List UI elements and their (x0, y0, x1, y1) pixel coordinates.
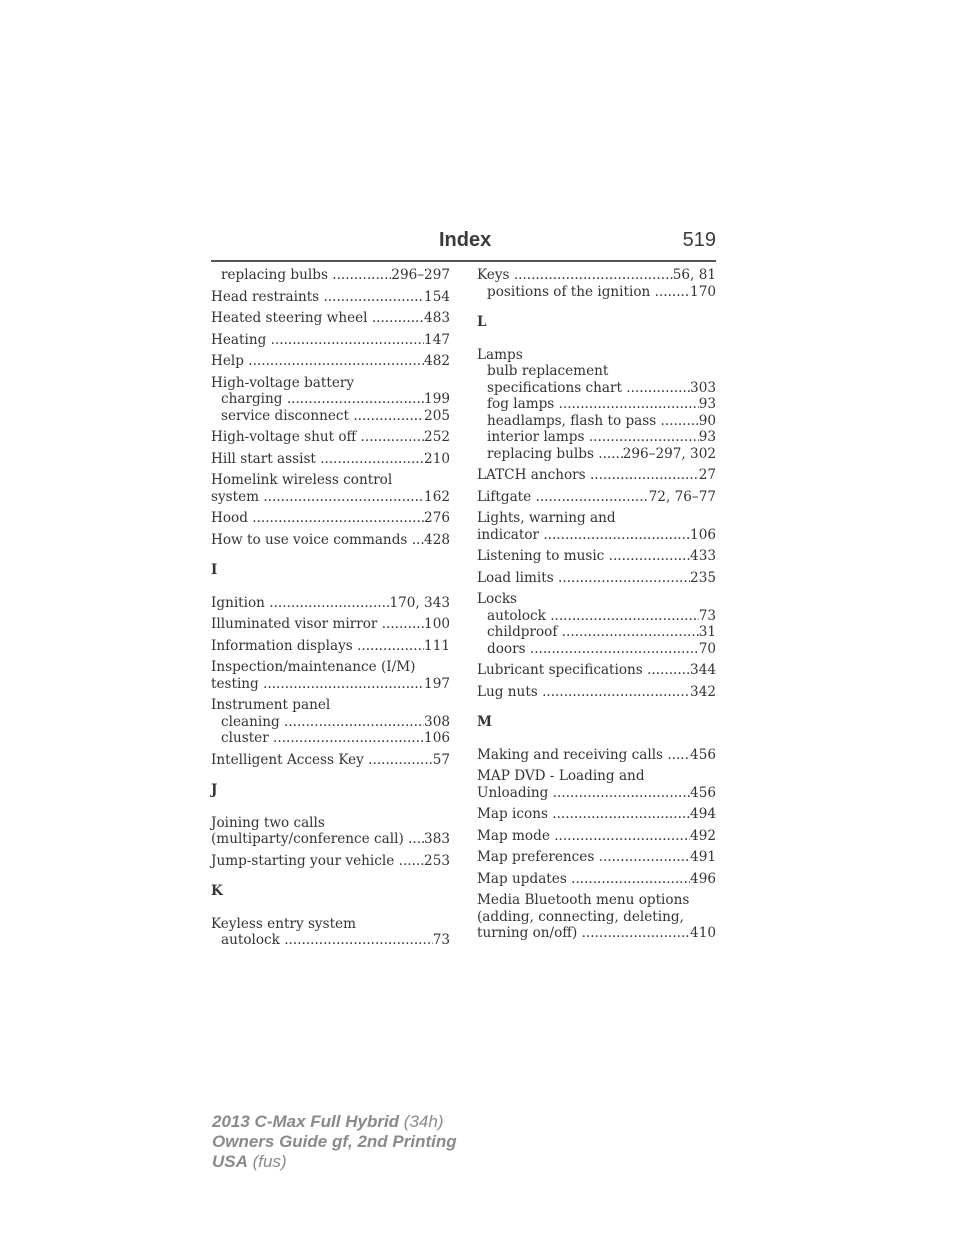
dot-leader (361, 429, 425, 446)
index-entry (211, 595, 450, 612)
dot-leader (252, 510, 424, 527)
entry-text: turning on/off) (477, 925, 578, 941)
entry-text: High-voltage shut off (211, 429, 357, 445)
index-entry-line (477, 467, 716, 484)
dot-leader (543, 527, 690, 544)
entry-page-number: 410 (690, 925, 716, 941)
entry-text: MAP DVD - Loading and (477, 768, 645, 784)
index-subentry (211, 267, 450, 284)
index-entry-line (211, 310, 450, 327)
entry-text: childproof (487, 624, 558, 640)
entry-text: Media Bluetooth menu options (477, 892, 690, 908)
dot-leader (408, 831, 424, 848)
index-entry-line (211, 595, 450, 612)
index-column-right (477, 267, 716, 947)
index-entry (211, 697, 450, 747)
index-entry (211, 451, 450, 468)
index-entry (211, 532, 450, 549)
index-entry (211, 310, 450, 327)
index-entry (477, 892, 716, 942)
entry-page-number: 170 (690, 283, 716, 300)
entry-page-number: 111 (424, 637, 450, 654)
dot-leader (609, 548, 690, 565)
entry-text: Map preferences (477, 849, 595, 865)
index-subentry (211, 714, 450, 731)
entry-text: How to use voice commands (211, 531, 408, 548)
index-entry (211, 916, 450, 949)
entry-page-number: 93 (698, 396, 716, 412)
dot-leader (562, 624, 699, 641)
dot-leader (320, 451, 424, 468)
index-entry (477, 489, 716, 506)
index-entry-line (477, 510, 716, 527)
index-subentry (477, 363, 716, 380)
entry-page-number: 342 (690, 683, 716, 700)
index-entry (211, 853, 450, 870)
index-entry-line (477, 828, 716, 845)
entry-page-number: 456 (690, 784, 716, 801)
index-entry-line (477, 527, 716, 544)
entry-text: Illuminated visor mirror (211, 616, 378, 632)
entry-page-number: 106 (690, 526, 716, 543)
entry-text: Joining two calls (211, 814, 325, 831)
index-entry-line (477, 684, 716, 701)
dot-leader (667, 747, 690, 764)
entry-page-number: 90 (698, 412, 716, 429)
index-entry (477, 806, 716, 823)
index-entry (211, 752, 450, 769)
index-entry-line (477, 892, 716, 909)
page-number: 519 (682, 229, 716, 251)
footer-line-3: USA (fus) (212, 1152, 287, 1171)
entry-page-number: 308 (424, 713, 450, 730)
index-subentry (477, 396, 716, 413)
entry-text: Lights, warning and (477, 510, 616, 526)
dot-leader (554, 828, 690, 845)
dot-leader (661, 413, 699, 430)
index-entry-line (211, 659, 450, 676)
entry-text: charging (221, 391, 283, 407)
index-subentry (211, 932, 450, 949)
index-entry-line (477, 662, 716, 679)
entry-page-number: 383 (424, 831, 450, 847)
entry-text: Map icons (477, 806, 548, 822)
entry-text: Keys (477, 267, 510, 283)
index-entry-line (211, 853, 450, 870)
index-entry-line (211, 332, 450, 349)
entry-text: replacing bulbs (487, 445, 594, 462)
index-subentry (477, 284, 716, 301)
index-subentry (477, 446, 716, 463)
index-entry-line (211, 676, 450, 693)
index-entry (477, 510, 716, 543)
dot-leader (271, 332, 424, 349)
entry-text: Map mode (477, 827, 550, 844)
index-entry (477, 662, 716, 679)
index-entry (211, 815, 450, 848)
entry-text: cleaning (221, 713, 280, 730)
index-entry (477, 347, 716, 463)
page-footer (212, 1112, 457, 1172)
entry-text: Ignition (211, 594, 265, 611)
entry-text: Unloading (477, 784, 549, 801)
index-entry-line (211, 815, 450, 832)
entry-text: LATCH anchors (477, 467, 586, 483)
entry-page-number: 205 (424, 407, 450, 424)
entry-text: Head restraints (211, 288, 320, 305)
index-entry-line (477, 267, 716, 284)
index-entry (211, 289, 450, 306)
entry-text: Keyless entry system (211, 915, 356, 932)
index-entry-line (211, 532, 450, 549)
index-entry-line (477, 548, 716, 565)
index-entry-line (477, 489, 716, 506)
index-subentry (211, 730, 450, 747)
index-entry-line (211, 510, 450, 527)
dot-leader (332, 267, 391, 284)
dot-leader (558, 570, 690, 587)
dot-leader (368, 752, 433, 769)
index-letter-heading: M (477, 714, 492, 730)
dot-leader (599, 849, 690, 866)
entry-page-number: 73 (698, 607, 716, 624)
dot-leader (559, 396, 699, 413)
dot-leader (647, 662, 690, 679)
index-subentry (477, 641, 716, 658)
entry-text: Liftgate (477, 488, 532, 505)
dot-leader (357, 638, 424, 655)
entry-page-number: 492 (690, 827, 716, 844)
index-letter-heading: J (211, 782, 218, 798)
index-entry-line (211, 375, 450, 392)
dot-leader (284, 714, 424, 731)
entry-page-number: 147 (424, 331, 450, 348)
entry-page-number: 57 (432, 751, 450, 768)
dot-leader (248, 353, 424, 370)
dot-leader (530, 641, 699, 658)
index-entry (211, 375, 450, 425)
entry-text: cluster (221, 730, 269, 746)
index-entry (477, 591, 716, 657)
entry-page-number: 482 (424, 353, 450, 369)
index-entry (477, 768, 716, 801)
index-entry-line (211, 697, 450, 714)
entry-page-number: 428 (424, 531, 450, 548)
entry-text: Lubricant specifications (477, 662, 643, 678)
dot-leader (353, 408, 424, 425)
entry-page-number: 197 (424, 675, 450, 692)
dot-leader (412, 532, 424, 549)
entry-page-number: 494 (690, 806, 716, 822)
entry-page-number: 276 (424, 510, 450, 526)
index-entry (477, 684, 716, 701)
entry-text: Information displays (211, 637, 353, 654)
dot-leader (284, 932, 432, 949)
entry-text: (multiparty/conference call) (211, 831, 404, 847)
entry-text: doors (487, 640, 526, 657)
dot-leader (626, 380, 690, 397)
entry-page-number: 199 (424, 391, 450, 407)
entry-page-number: 31 (698, 624, 716, 640)
index-entry-line (211, 638, 450, 655)
dot-leader (542, 684, 690, 701)
dot-leader (598, 446, 622, 463)
index-entry-line (211, 616, 450, 633)
entry-page-number: 303 (690, 379, 716, 396)
index-column-left (211, 267, 450, 954)
footer-line-1: 2013 C-Max Full Hybrid (34h) (212, 1112, 444, 1131)
index-entry-line (477, 785, 716, 802)
index-entry (477, 871, 716, 888)
index-subentry (477, 624, 716, 641)
dot-leader (514, 267, 673, 284)
index-entry (211, 616, 450, 633)
dot-leader (536, 489, 649, 506)
index-subentry (477, 429, 716, 446)
dot-leader (382, 616, 424, 633)
index-entry-line (211, 289, 450, 306)
index-subentry (211, 408, 450, 425)
index-entry-line (211, 353, 450, 370)
entry-text: Map updates (477, 870, 567, 887)
entry-text: Inspection/maintenance (I/M) (211, 659, 416, 675)
index-entry-line (211, 472, 450, 489)
entry-text: High-voltage battery (211, 374, 355, 391)
index-subentry (477, 413, 716, 430)
entry-text: system (211, 488, 260, 505)
entry-page-number: 100 (424, 616, 450, 632)
index-subentry (211, 391, 450, 408)
index-entry-line (211, 752, 450, 769)
page-header (211, 228, 716, 258)
entry-page-number: 252 (424, 429, 450, 445)
index-subentry (477, 380, 716, 397)
index-entry (211, 353, 450, 370)
index-entry (211, 267, 450, 284)
entry-text: Heating (211, 331, 267, 348)
entry-text: Help (211, 353, 244, 369)
entry-text: Lamps (477, 346, 523, 363)
index-letter-heading: L (477, 314, 487, 330)
entry-text: Heated steering wheel (211, 310, 368, 326)
index-entry-line (477, 570, 716, 587)
dot-leader (372, 310, 424, 327)
index-entry-line (477, 849, 716, 866)
entry-page-number: 73 (432, 932, 450, 948)
index-entry (477, 570, 716, 587)
dot-leader (263, 489, 424, 506)
entry-page-number: 456 (690, 746, 716, 763)
dot-leader (269, 595, 389, 612)
index-entry-line (477, 806, 716, 823)
entry-page-number: 170, 343 (389, 594, 450, 611)
index-entry-line (211, 429, 450, 446)
entry-page-number: 70 (698, 640, 716, 657)
index-entry (211, 332, 450, 349)
entry-text: autolock (221, 932, 280, 948)
entry-text: Load limits (477, 569, 554, 586)
index-entry-line (211, 916, 450, 933)
dot-leader (273, 730, 424, 747)
dot-leader (263, 676, 424, 693)
entry-text: Making and receiving calls (477, 746, 664, 763)
index-entry-line (477, 909, 716, 926)
entry-text: Hood (211, 510, 248, 526)
index-subentry (477, 608, 716, 625)
index-entry-line (477, 747, 716, 764)
header-rule (211, 260, 716, 262)
entry-page-number: 296–297 (391, 267, 450, 283)
index-entry-line (211, 831, 450, 848)
entry-page-number: 296–297, 302 (622, 445, 716, 462)
index-entry (477, 267, 716, 300)
index-entry (211, 472, 450, 505)
dot-leader (590, 467, 699, 484)
dot-leader (287, 391, 424, 408)
index-entry-line (477, 768, 716, 785)
entry-page-number: 27 (698, 467, 716, 483)
entry-text: interior lamps (487, 429, 585, 445)
entry-text: Jump-starting your vehicle (211, 852, 395, 869)
dot-leader (655, 284, 690, 301)
index-entry (477, 849, 716, 866)
index-entry (477, 828, 716, 845)
entry-page-number: 344 (690, 662, 716, 678)
entry-text: service disconnect (221, 407, 349, 424)
entry-page-number: 433 (690, 548, 716, 564)
footer-line-2: Owners Guide gf, 2nd Printing (212, 1132, 457, 1151)
entry-text: specifications chart (487, 379, 622, 396)
index-entry (211, 510, 450, 527)
entry-page-number: 253 (424, 852, 450, 869)
index-letter-heading: I (211, 562, 218, 578)
index-entry (211, 659, 450, 692)
index-entry (477, 747, 716, 764)
entry-text: Listening to music (477, 548, 605, 564)
index-entry-line (477, 591, 716, 608)
index-entry-line (211, 451, 450, 468)
entry-text: positions of the ignition (487, 283, 651, 300)
entry-page-number: 483 (424, 310, 450, 326)
entry-page-number: 106 (424, 730, 450, 746)
dot-leader (582, 925, 690, 942)
entry-text: indicator (477, 526, 540, 543)
entry-text: Lug nuts (477, 683, 538, 700)
entry-page-number: 56, 81 (672, 267, 716, 283)
entry-text: Intelligent Access Key (211, 751, 364, 768)
dot-leader (553, 785, 690, 802)
dot-leader (550, 608, 698, 625)
entry-text: bulb replacement (487, 363, 609, 379)
page-title: Index (439, 229, 492, 251)
entry-text: Hill start assist (211, 450, 316, 467)
index-entry (211, 638, 450, 655)
index-entry-line (477, 871, 716, 888)
entry-text: Locks (477, 591, 518, 607)
entry-text: autolock (487, 607, 546, 624)
index-entry-line (211, 489, 450, 506)
index-entry (211, 429, 450, 446)
entry-text: Homelink wireless control (211, 472, 393, 488)
entry-page-number: 210 (424, 450, 450, 467)
entry-page-number: 491 (690, 849, 716, 865)
index-entry-line (477, 925, 716, 942)
entry-text: (adding, connecting, deleting, (477, 908, 684, 925)
entry-text: fog lamps (487, 396, 555, 412)
dot-leader (323, 289, 424, 306)
entry-text: Instrument panel (211, 697, 331, 713)
entry-text: headlamps, flash to pass (487, 412, 657, 429)
entry-page-number: 72, 76–77 (648, 488, 716, 505)
dot-leader (589, 429, 699, 446)
index-entry (477, 467, 716, 484)
entry-page-number: 235 (690, 569, 716, 586)
entry-text: replacing bulbs (221, 267, 328, 283)
index-entry-line (477, 347, 716, 364)
dot-leader (399, 853, 424, 870)
index-letter-heading: K (211, 883, 223, 899)
entry-page-number: 496 (690, 870, 716, 887)
entry-page-number: 154 (424, 288, 450, 305)
index-entry (477, 548, 716, 565)
dot-leader (552, 806, 690, 823)
entry-text: testing (211, 675, 259, 692)
dot-leader (571, 871, 690, 888)
entry-page-number: 93 (698, 429, 716, 445)
entry-page-number: 162 (424, 488, 450, 505)
